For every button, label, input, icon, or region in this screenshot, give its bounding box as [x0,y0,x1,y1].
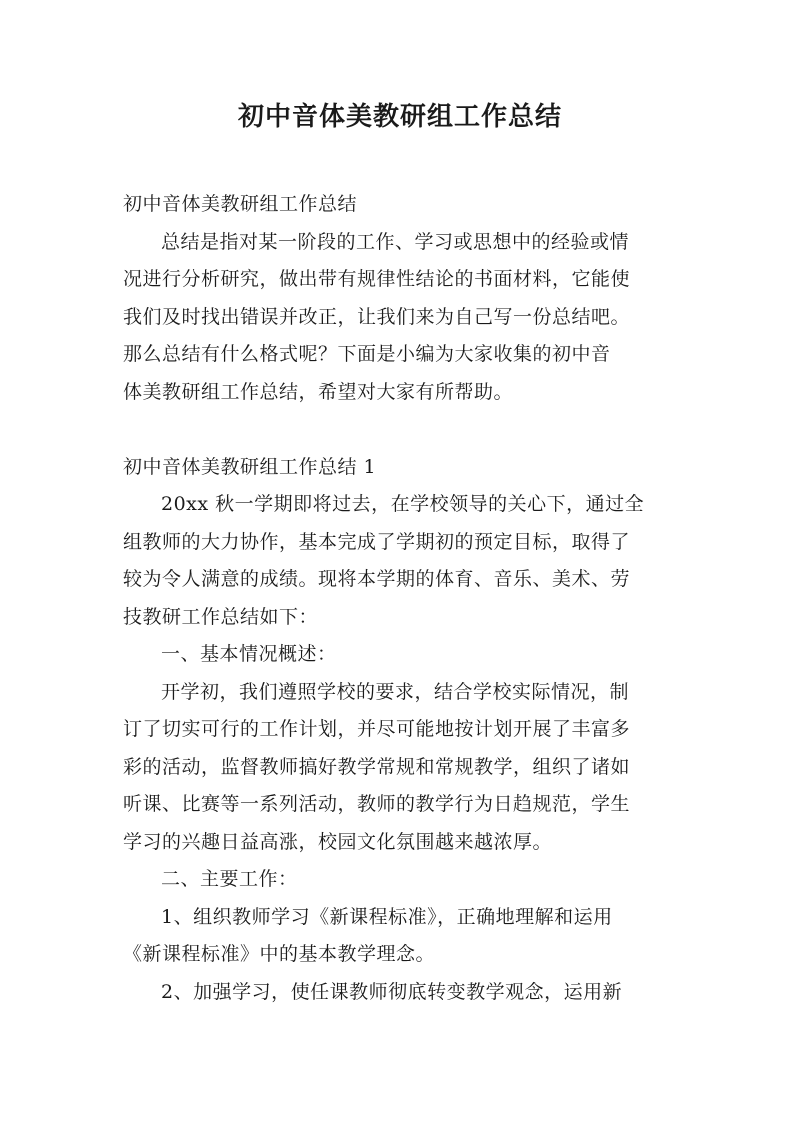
paragraph-line: 那么总结有什么格式呢？下面是小编为大家收集的初中音 [123,343,611,365]
paragraph-line: 况进行分析研究，做出带有规律性结论的书面材料，它能使 [123,268,631,290]
subsection-heading: 一、基本情况概述： [161,643,337,665]
paragraph-line: 开学初，我们遵照学校的要求，结合学校实际情况，制 [161,680,630,703]
section-heading: 初中音体美教研组工作总结 1 [123,455,377,478]
paragraph-line: 20xx 秋一学期即将过去，在学校领导的关心下，通过全 [161,493,645,515]
paragraph-line: 听课、比赛等一系列活动，教师的教学行为日趋规范，学生 [123,793,631,815]
intro-heading: 初中音体美教研组工作总结 [123,193,358,215]
paragraph-line: 总结是指对某一阶段的工作、学习或思想中的经验或情 [161,230,630,253]
paragraph-line: 2、加强学习，使任课教师彻底转变教学观念，运用新 [161,980,623,1003]
paragraph-line: 组教师的大力协作，基本完成了学期初的预定目标，取得了 [123,530,631,553]
paragraph-line: 学习的兴趣日益高涨，校园文化氛围越来越浓厚。 [123,830,553,853]
paragraph-line: 1、组织教师学习《新课程标准》，正确地理解和运用 [161,905,613,928]
paragraph-line: 技教研工作总结如下： [123,605,319,628]
document-title: 初中音体美教研组工作总结 [237,102,562,132]
paragraph-line: 较为令人满意的成绩。现将本学期的体育、音乐、美术、劳 [123,568,631,590]
paragraph-line: 彩的活动，监督教师搞好教学常规和常规教学，组织了诸如 [123,755,631,778]
document-body [123,186,685,1011]
paragraph-gap [123,411,685,449]
paragraph-line: 订了切实可行的工作计划，并尽可能地按计划开展了丰富多 [123,718,631,740]
paragraph-line: 我们及时找出错误并改正，让我们来为自己写一份总结吧。 [123,305,631,328]
subsection-heading: 二、主要工作： [161,868,298,890]
paragraph-line: 体美教研组工作总结，希望对大家有所帮助。 [123,380,514,403]
paragraph-line: 《新课程标准》中的基本教学理念。 [123,943,436,965]
